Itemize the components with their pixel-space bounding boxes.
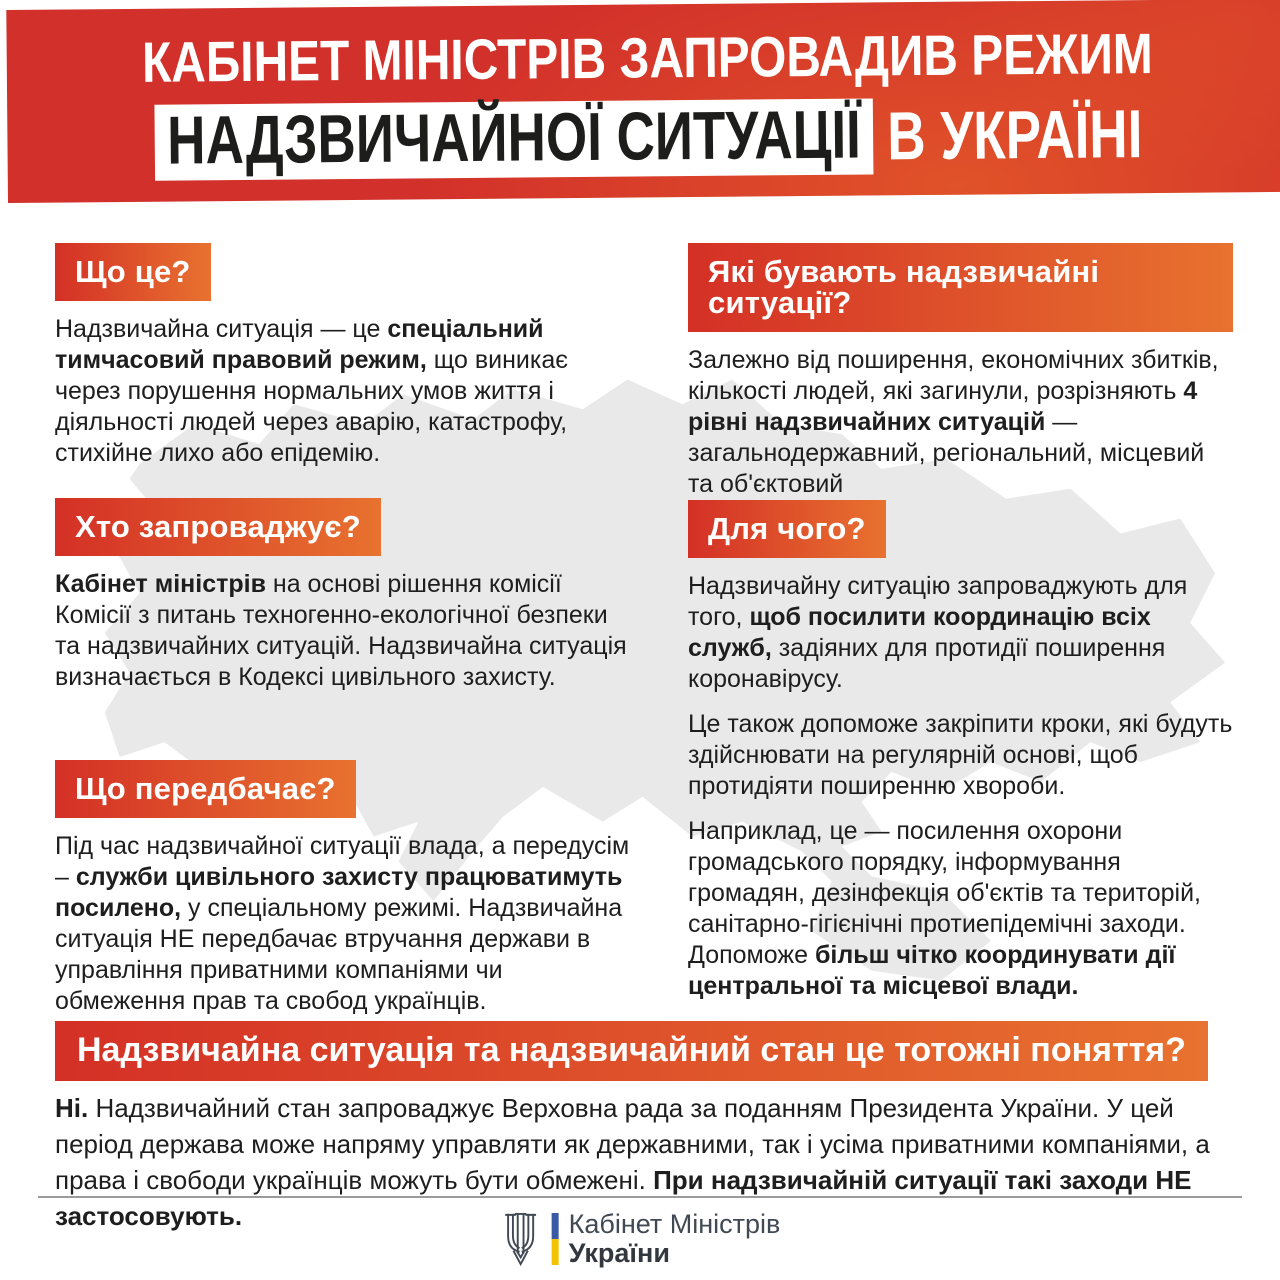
bottom-answer-text: Ні. Надзвичайний стан запроваджує Верховна рада за поданням Президента України. У цей період держава може напряму управляти як державними, так і усіма приватними компаніями, а права і свободи українців можуть бути обмежені. При надзвичайній ситуації такі заходи НЕ застосовують. <box>55 1093 1210 1231</box>
cabinet-of-ministers-logo <box>500 1210 781 1268</box>
section-what-it-entails-title-badge: Що передбачає? <box>55 760 356 818</box>
org-name-line2: України <box>568 1238 670 1269</box>
ukraine-trident-icon <box>500 1212 542 1266</box>
section-who-introduces-text: Кабінет міністрів на основі рішення комісії Комісії з питань техногенно-екологічної безпеки та надзвичайних ситуацій. Надзвичайна ситуація визначається в Кодексі цивільного захисту. <box>55 570 627 691</box>
section-what-is-it-text: Надзвичайна ситуація — це спеціальний тимчасовий правовий режим, що виникає через порушення нормальних умов життя і діяльності людей через аварію, катастрофу, стихійне лихо або епідемію. <box>55 315 569 467</box>
section-purpose-text-3: Наприклад, це — посилення охорони громадського порядку, інформування громадян, дезінфекція об'єктів та територій, санітарно-гігієнічні протиепідемічні заходи. Допоможе більш чітко координувати дії центральної та місцевої влади. <box>688 817 1201 1000</box>
section-who-introduces-title-badge: Хто запроваджує? <box>55 498 381 556</box>
flag-yellow-segment <box>552 1239 559 1265</box>
section-who-introduces <box>55 498 635 693</box>
header-title-line2-rest: В УКРАЇНІ <box>886 95 1143 174</box>
header-banner <box>6 0 1280 203</box>
flag-blue-segment <box>552 1213 559 1239</box>
org-name <box>569 1210 781 1268</box>
section-purpose-title-badge: Для чого? <box>688 500 886 558</box>
footer-divider <box>38 1196 1242 1198</box>
section-types-text: Залежно від поширення, економічних збитків, кількості людей, які загинули, розрізняють 4 рівні надзвичайних ситуацій — загальнодержавний, регіональний, місцевий та об'єктовий <box>688 346 1219 498</box>
section-purpose-text-2: Це також допоможе закріпити кроки, які будуть здійснювати на регулярній основі, щоб протидіяти поширенню хвороби. <box>688 710 1233 800</box>
section-types-of-emergencies <box>688 243 1233 500</box>
section-what-is-it <box>55 243 620 469</box>
section-what-it-entails <box>55 760 635 1017</box>
section-types-title-badge: Які бувають надзвичайні ситуації? <box>688 243 1233 332</box>
header-title-line1: КАБІНЕТ МІНІСТРІВ ЗАПРОВАДИВ РЕЖИМ <box>142 21 1154 95</box>
section-purpose-text-1: Надзвичайну ситуацію запроваджують для того, щоб посилити координацію всіх служб, задіяних для протидії поширення коронавірусу. <box>688 572 1188 693</box>
section-what-is-it-title-badge: Що це? <box>55 243 211 301</box>
section-purpose <box>688 500 1233 1002</box>
header-title <box>14 19 1280 182</box>
flag-color-bar <box>552 1213 559 1265</box>
section-what-it-entails-text: Під час надзвичайної ситуації влада, а передусім – служби цивільного захисту працюватимуть посилено, у спеціальному режимі. Надзвичайна ситуація НЕ передбачає втручання держави в управління приватними компаніями чи обмеження прав та свобод українців. <box>55 832 630 1015</box>
header-title-line2 <box>154 95 1142 182</box>
org-name-line1: Кабінет Міністрів <box>568 1209 781 1239</box>
bottom-question-banner: Надзвичайна ситуація та надзвичайний стан це тотожні поняття? <box>55 1021 1208 1081</box>
header-title-highlight: НАДЗВИЧАЙНОЇ СИТУАЦІЇ <box>154 98 873 180</box>
